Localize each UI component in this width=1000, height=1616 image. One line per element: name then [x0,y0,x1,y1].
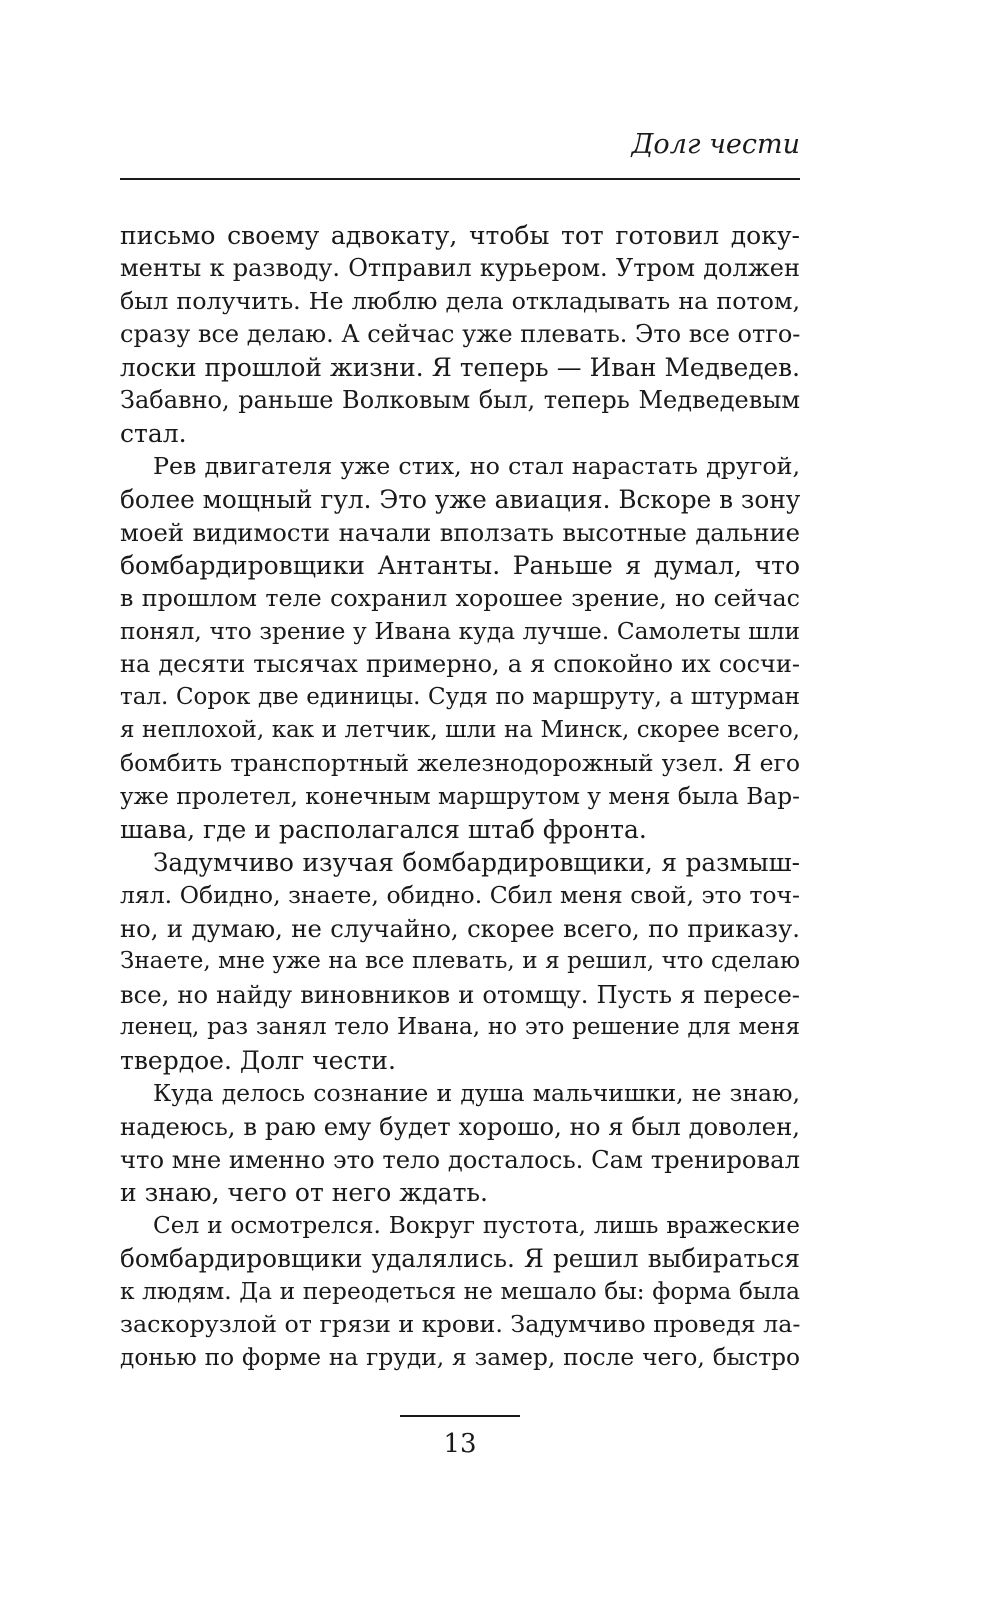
text-line: все, но найду виновников и отомщу. Пусть я пересе- [120,980,800,1009]
text-line: Задумчиво изучая бомбардировщики, я размыш- [153,848,800,877]
text-line: менты к разводу. Отправил курьером. Утром должен [120,254,800,282]
text-line: бомбардировщики удалялись. Я решил выбираться [120,1244,800,1273]
text-line: твердое. Долг чести. [120,1046,396,1075]
text-line: я неплохой, как и летчик, шли на Минск, скорее всего, [120,717,800,743]
paragraph [120,1077,800,1209]
footer-rule [400,1415,520,1417]
text-line: понял, что зрение у Ивана куда лучше. Самолеты шли [120,618,800,645]
body-text [120,219,800,1374]
text-line: Куда делось сознание и душа мальчишки, не знаю, [153,1079,800,1107]
text-line: бомбардировщики Антанты. Раньше я думал, что [120,551,800,580]
text-line: стал. [120,419,187,448]
text-line: бомбить транспортный железнодорожный узел. Я его [120,749,800,777]
text-line: на десяти тысячах примерно, а я спокойно их сосчи- [120,650,800,678]
text-line: и знаю, чего от него ждать. [120,1178,488,1207]
paragraph [120,846,800,1077]
text-line: более мощный гул. Это уже авиация. Вскоре в зону [120,485,801,514]
text-line: уже пролетел, конечным маршрутом у меня была Вар- [120,783,800,810]
paragraph [120,1209,800,1374]
header-rule [120,178,800,180]
text-line: Рев двигателя уже стих, но стал нарастать другой, [153,452,800,480]
text-line: что мне именно это тело досталось. Сам тренировал [120,1145,800,1174]
text-line: но, и думаю, не случайно, скорее всего, по приказу. [120,914,800,943]
paragraph [120,219,800,450]
text-line: был получить. Не люблю дела откладывать на потом, [120,287,800,315]
text-line: сразу все делаю. А сейчас уже плевать. Это все отго- [120,320,801,348]
text-line: Забавно, раньше Волковым был, теперь Медведевым [120,386,800,414]
text-line: ленец, раз занял тело Ивана, но это решение для меня [120,1014,800,1040]
text-line: шава, где и располагался штаб фронта. [120,815,647,844]
text-line: лял. Обидно, знаете, обидно. Сбил меня свой, это точ- [120,881,800,909]
paragraph [120,450,800,846]
text-line: Знаете, мне уже на все плевать, и я решил, что сделаю [120,948,800,974]
text-line: надеюсь, в раю ему будет хорошо, но я был доволен, [120,1112,800,1141]
text-line: заскорузлой от грязи и крови. Задумчиво проведя ла- [120,1310,801,1338]
text-line: к людям. Да и переодеться не мешало бы: форма была [120,1278,800,1305]
text-line: моей видимости начали вползать высотные дальние [120,518,800,547]
text-line: тал. Сорок две единицы. Судя по маршруту, а штурман [120,684,800,710]
text-line: в прошлом теле сохранил хорошее зрение, но сейчас [120,584,800,612]
text-line: лоски прошлой жизни. Я теперь — Иван Медведев. [120,353,800,382]
running-title: Долг чести [631,129,800,160]
page-number: 13 [443,1429,477,1459]
text-line: Сел и осмотрелся. Вокруг пустота, лишь вражеские [153,1212,800,1239]
text-line: письмо своему адвокату, чтобы тот готовил доку- [120,221,800,250]
text-line: донью по форме на груди, я замер, после чего, быстро [120,1344,800,1371]
